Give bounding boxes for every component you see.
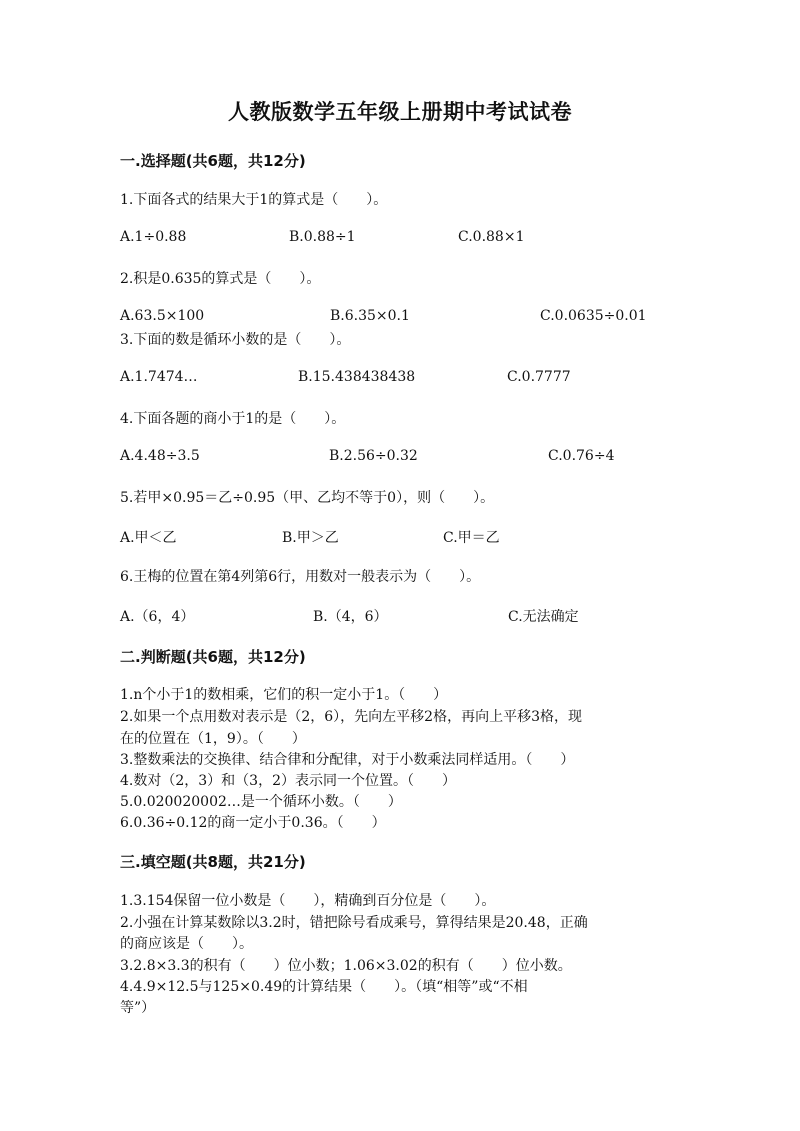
choice-question-6: 6.王梅的位置在第4列第6行，用数对一般表示为（ ）。 — [120, 569, 481, 585]
choice-question-5: 5.若甲×0.95＝乙÷0.95（甲、乙均不等于0），则（ ）。 — [120, 490, 495, 506]
choice-option: A.63.5×100 — [120, 308, 205, 324]
choice-question-4: 4.下面各题的商小于1的是（ ）。 — [120, 411, 346, 427]
choice-option: C.0.88×1 — [458, 229, 525, 245]
section-heading-judgement: 二.判断题(共6题，共12分) — [120, 648, 306, 666]
choice-option: C.甲＝乙 — [443, 530, 500, 546]
fill-blank-line: 2.小强在计算某数除以3.2时，错把除号看成乘号，算得结果是20.48，正确 — [120, 915, 588, 931]
exam-title: 人教版数学五年级上册期中考试试卷 — [228, 100, 572, 124]
judgement-line: 2.如果一个点用数对表示是（2，6），先向左平移2格，再向上平移3格，现 — [120, 709, 582, 725]
fill-blank-line: 1.3.154保留一位小数是（ ），精确到百分位是（ ）。 — [120, 893, 496, 909]
judgement-line: 4.数对（2，3）和（3，2）表示同一个位置。（ ） — [120, 773, 456, 789]
choice-option: A.（6，4） — [120, 609, 195, 625]
choice-question-1: 1.下面各式的结果大于1的算式是（ ）。 — [120, 192, 388, 208]
fill-blank-line: 3.2.8×3.3的积有（ ）位小数；1.06×3.02的积有（ ）位小数。 — [120, 958, 572, 974]
choice-option: A.甲＜乙 — [120, 530, 177, 546]
choice-option: C.0.76÷4 — [548, 448, 615, 464]
choice-option: B.6.35×0.1 — [330, 308, 410, 324]
choice-option: C.无法确定 — [508, 609, 579, 625]
fill-blank-line: 的商应该是（ ）。 — [120, 936, 253, 952]
section-heading-fill-blank: 三.填空题(共8题，共21分) — [120, 853, 306, 871]
choice-option: A.4.48÷3.5 — [120, 448, 200, 464]
judgement-line: 3.整数乘法的交换律、结合律和分配律，对于小数乘法同样适用。（ ） — [120, 752, 575, 768]
choice-question-3: 3.下面的数是循环小数的是（ ）。 — [120, 332, 351, 348]
choice-option: B.甲＞乙 — [282, 530, 339, 546]
fill-blank-line: 4.4.9×12.5与125×0.49的计算结果（ ）。（填“相等”或“不相 — [120, 979, 528, 995]
choice-option: B.2.56÷0.32 — [329, 448, 418, 464]
choice-question-2: 2.积是0.635的算式是（ ）。 — [120, 271, 321, 287]
choice-option: A.1.7474… — [120, 369, 198, 385]
choice-option: A.1÷0.88 — [120, 229, 187, 245]
fill-blank-line: 等”） — [120, 1000, 156, 1016]
choice-option: C.0.0635÷0.01 — [540, 308, 647, 324]
judgement-line: 6.0.36÷0.12的商一定小于0.36。（ ） — [120, 815, 386, 831]
judgement-line: 1.n个小于1的数相乘，它们的积一定小于1。（ ） — [120, 687, 448, 703]
choice-option: B.15.438438438 — [298, 369, 416, 385]
choice-option: B.0.88÷1 — [289, 229, 356, 245]
judgement-line: 5.0.020020002…是一个循环小数。（ ） — [120, 794, 402, 810]
choice-option: C.0.7777 — [507, 369, 571, 385]
judgement-line: 在的位置在（1，9）。（ ） — [120, 731, 306, 747]
section-heading-choice: 一.选择题(共6题，共12分) — [120, 152, 306, 170]
choice-option: B.（4，6） — [313, 609, 388, 625]
